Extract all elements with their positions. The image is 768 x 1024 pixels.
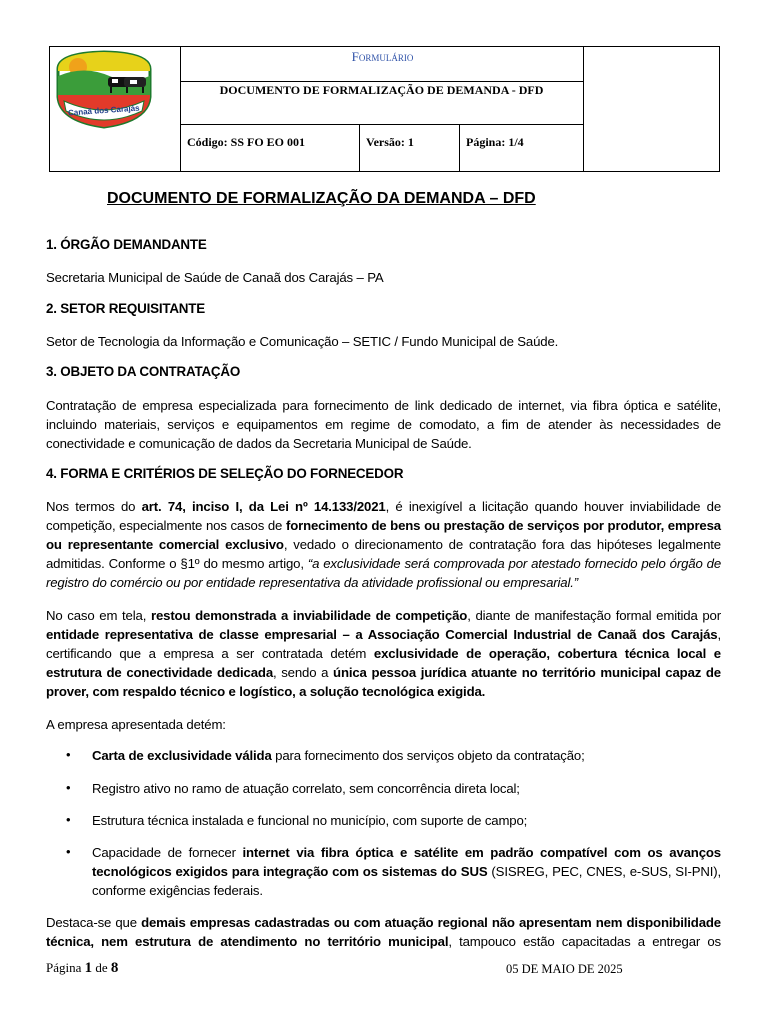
section-3-heading: 3. OBJETO DA CONTRATAÇÃO (46, 364, 241, 379)
list-item: Carta de exclusividade válida para fornecimento dos serviços objeto da contratação; (92, 748, 585, 763)
list-item: Estrutura técnica instalada e funcional no município, com suporte de campo; (92, 813, 528, 828)
document-title: DOCUMENTO DE FORMALIZAÇÃO DA DEMANDA – DFD (107, 190, 536, 207)
header-doc-title: DOCUMENTO DE FORMALIZAÇÃO DE DEMANDA - DFD (219, 83, 544, 97)
bullet-icon: • (66, 747, 71, 762)
footer-page-number: Página 1 de 8 (46, 960, 119, 976)
header-page: Página: 1/4 (466, 135, 524, 149)
header-code: Código: SS FO EO 001 (187, 135, 306, 149)
section-2-heading: 2. SETOR REQUISITANTE (46, 301, 205, 316)
section-4-heading: 4. FORMA E CRITÉRIOS DE SELEÇÃO DO FORNECEDOR (46, 466, 404, 481)
list-item: Registro ativo no ramo de atuação correlato, sem concorrência direta local; (92, 781, 520, 796)
logo-text: Canaã dos Carajás (67, 103, 140, 118)
section-2-text: Setor de Tecnologia da Informação e Comunicação – SETIC / Fundo Municipal de Saúde. (46, 334, 559, 349)
bullet-icon: • (66, 844, 71, 859)
footer-date: 05 DE MAIO DE 2025 (506, 962, 623, 976)
header-table (49, 46, 720, 172)
section-4-paragraph-4: Destaca-se que demais empresas cadastradas ou com atuação regional não apresentam nem disponibilidade técnica, nem estrutura de atendimento no território municipal, tampouco estão capacitadas a entregar os (46, 915, 721, 949)
form-label: Formulário (351, 49, 414, 64)
bullet-icon: • (66, 780, 71, 795)
section-1-heading: 1. ÓRGÃO DEMANDANTE (46, 237, 207, 252)
section-3-text: Contratação de empresa especializada para fornecimento de link dedicado de internet, via fibra óptica e satélite, incluindo materiais, serviços e equipamentos em regime de comodato, a fim de atender às necessidades de conectividade e comunicação de dados da Secretaria Municipal de Saúde. (46, 398, 721, 451)
header-version: Versão: 1 (366, 135, 414, 149)
list-item: Capacidade de fornecer internet via fibra óptica e satélite em padrão compatível com os avanços tecnológicos exigidos para integração com os sistemas do SUS (SISREG, PEC, CNES, e-SUS, SI-PNI), conforme exigências federais. (92, 845, 721, 898)
section-4-paragraph-3: A empresa apresentada detém: (46, 717, 226, 732)
section-1-text: Secretaria Municipal de Saúde de Canaã dos Carajás – PA (46, 270, 384, 285)
section-4-paragraph-1: Nos termos do art. 74, inciso I, da Lei nº 14.133/2021, é inexigível a licitação quando houver inviabilidade de competição, especialmente nos casos de fornecimento de bens ou prestação de serviços por produtor, empresa ou representante comercial exclusivo, vedado o direcionamento de contratação fora das hipóteses legalmente admitidas. Conforme o §1º do mesmo artigo, “a exclusividade será comprovada por atestado fornecido pelo órgão de registro do comércio ou por entidade representativa da atividade profissional ou empresarial.” (46, 499, 722, 590)
bullet-icon: • (66, 812, 71, 827)
section-4-paragraph-2: No caso em tela, restou demonstrada a inviabilidade de competição, diante de manifestação formal emitida por entidade representativa de classe empresarial – a Associação Comercial Industrial de Canaã dos Carajás, certificando que a empresa a ser contratada detém exclusividade de operação, cobertura técnica local e estrutura de conectividade dedicada, sendo a única pessoa jurídica atuante no território municipal capaz de prover, com respaldo técnico e logístico, a solução tecnológica exigida. (46, 608, 721, 699)
municipality-logo (52, 49, 156, 129)
